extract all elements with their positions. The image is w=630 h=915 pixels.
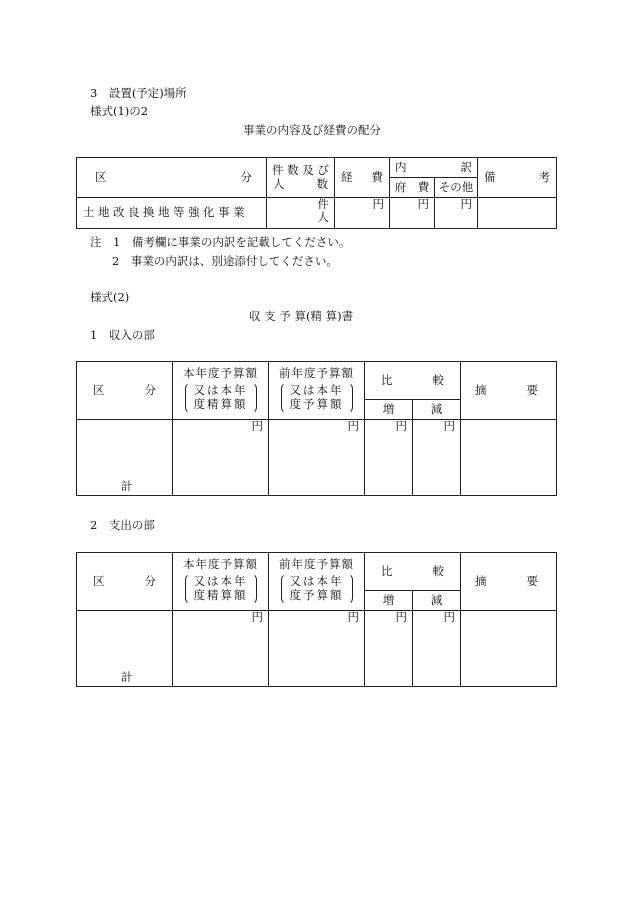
yen-unit: 円 <box>413 420 461 496</box>
note-2: 2 事業の内訳は、別途添付してください。 <box>112 254 338 268</box>
header-decrease: 減 <box>413 591 461 611</box>
form1-title: 事業の内容及び経費の配分 <box>243 123 381 137</box>
yen-unit: 円 <box>269 611 365 687</box>
header-increase: 増 <box>365 400 413 420</box>
total-label: 計 <box>77 611 173 687</box>
remarks-cell <box>478 198 557 229</box>
header-comparison: 比 較 <box>365 553 461 591</box>
expense-heading: 2 支出の部 <box>90 518 155 532</box>
yen-unit: 円 <box>173 420 269 496</box>
header-prefecture-cost: 府 費 <box>390 178 435 198</box>
header-kubun: 区 分 <box>77 362 173 420</box>
summary-cell <box>461 611 557 687</box>
form2-title: 収 支 予 算(精 算)書 <box>249 309 354 323</box>
header-other: その他 <box>435 178 478 198</box>
header-this-year: 本年度予算額 又は本年 度精算額 <box>173 362 269 420</box>
header-prev-year: 前年度予算額 又は本年 度予算額 <box>269 362 365 420</box>
note-1: 注 1 備考欄に事業の内訳を記載してください。 <box>90 235 351 249</box>
income-table <box>76 361 557 496</box>
header-kubun: 区 分 <box>77 553 173 611</box>
form1-label: 様式(1)の2 <box>90 104 149 118</box>
form2-label: 様式(2) <box>90 290 130 304</box>
prefecture-yen: 円 <box>390 198 435 229</box>
header-increase: 増 <box>365 591 413 611</box>
income-heading: 1 収入の部 <box>90 328 155 342</box>
count-units: 件 人 <box>267 198 335 229</box>
section-heading-location: 3 設置(予定)場所 <box>90 86 187 100</box>
cost-yen: 円 <box>335 198 390 229</box>
header-count: 件 数 及 び 人 数 <box>267 158 335 198</box>
header-remarks: 備 考 <box>478 158 557 198</box>
yen-unit: 円 <box>365 611 413 687</box>
header-breakdown: 内 訳 <box>390 158 478 178</box>
header-kubun: 区 分 <box>77 158 267 198</box>
yen-unit: 円 <box>269 420 365 496</box>
project-name: 土地改良換地等強化事業 <box>77 198 267 229</box>
header-summary: 摘 要 <box>461 553 557 611</box>
yen-unit: 円 <box>365 420 413 496</box>
total-label: 計 <box>77 420 173 496</box>
summary-cell <box>461 420 557 496</box>
other-yen: 円 <box>435 198 478 229</box>
header-prev-year: 前年度予算額 又は本年 度予算額 <box>269 553 365 611</box>
yen-unit: 円 <box>413 611 461 687</box>
header-this-year: 本年度予算額 又は本年 度精算額 <box>173 553 269 611</box>
header-comparison: 比 較 <box>365 362 461 400</box>
header-summary: 摘 要 <box>461 362 557 420</box>
expense-table <box>76 552 557 687</box>
cost-allocation-table <box>76 157 557 229</box>
yen-unit: 円 <box>173 611 269 687</box>
header-cost: 経 費 <box>335 158 390 198</box>
header-decrease: 減 <box>413 400 461 420</box>
